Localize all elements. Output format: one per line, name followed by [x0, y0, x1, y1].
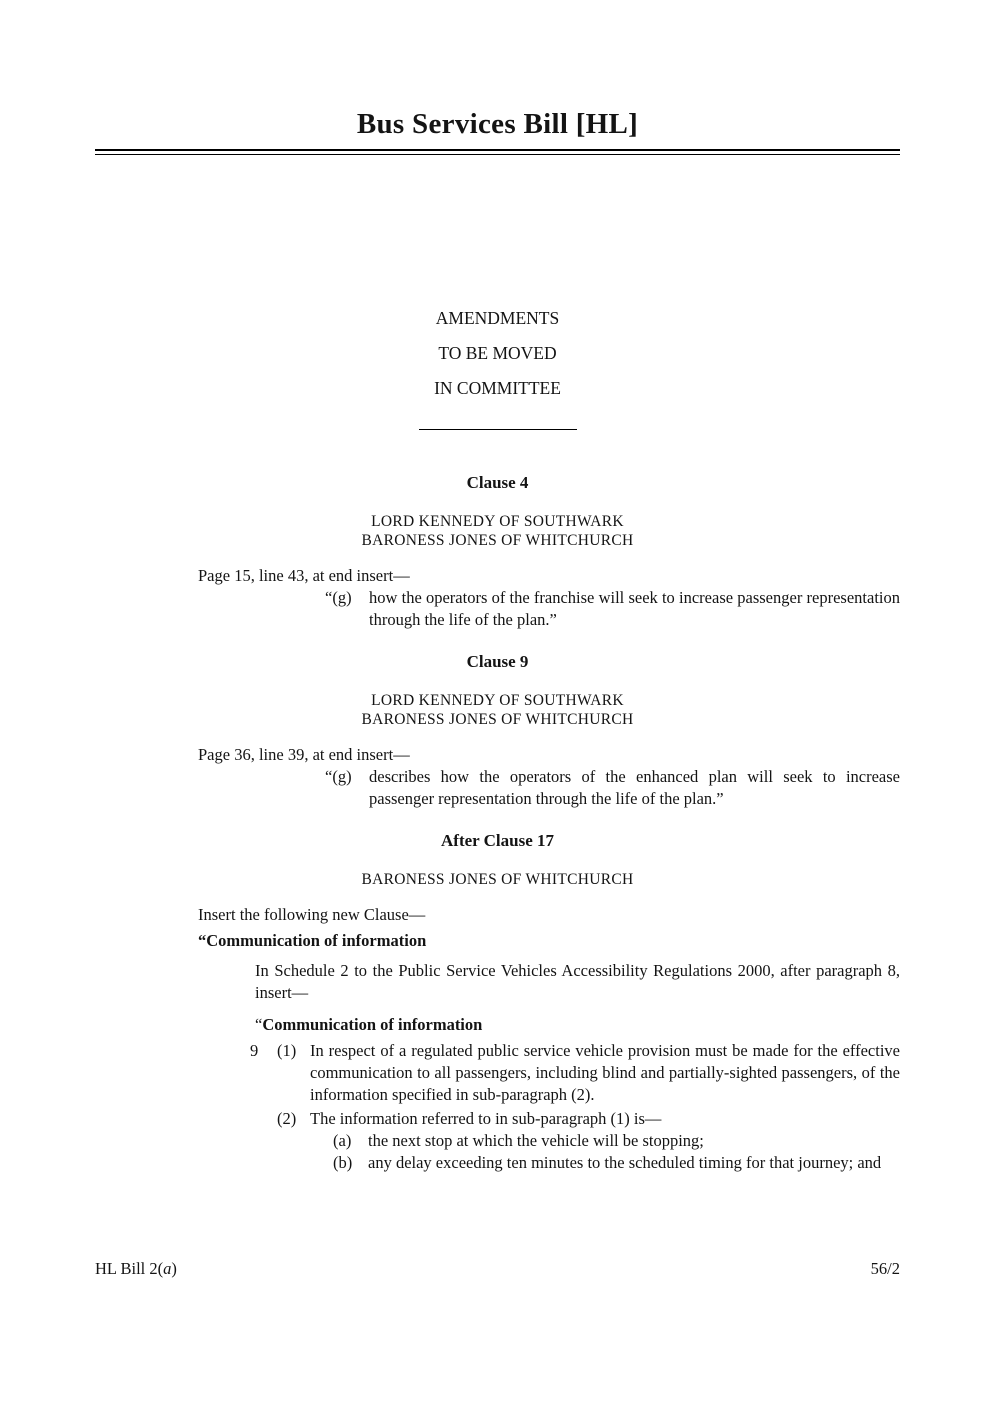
amendments-header-line-1: AMENDMENTS — [435, 308, 560, 328]
inner-clause-open-quote: “ — [255, 1015, 263, 1034]
clause-9-mover-2: BARONESS JONES OF WHITCHURCH — [361, 711, 634, 728]
clause-4-amendment — [325, 587, 900, 631]
after-clause-17-mover-1: BARONESS JONES OF WHITCHURCH — [361, 871, 634, 888]
clause-9-body — [198, 744, 900, 810]
sub-item-b-text: any delay exceeding ten minutes to the scheduled timing for that journey; and — [368, 1153, 882, 1172]
after-clause-17-movers — [95, 870, 900, 889]
document-title: Bus Services Bill [HL] — [356, 108, 639, 140]
page-footer — [95, 1258, 900, 1280]
clause-4-movers — [95, 512, 900, 550]
clause-9-movers — [95, 691, 900, 729]
clause-9-mover-1: LORD KENNEDY OF SOUTHWARK — [371, 692, 624, 709]
footer-page-number: 56/2 — [870, 1259, 900, 1278]
inner-clause-title-row — [255, 1014, 900, 1036]
amendments-header-line-3: IN COMMITTEE — [434, 378, 561, 398]
footer-bill-reference-italic: a — [163, 1259, 172, 1278]
clause-9-heading: Clause 9 — [466, 652, 529, 671]
paragraph-9-sub-1 — [250, 1040, 900, 1106]
title-rule — [95, 149, 900, 155]
after-clause-17-body — [198, 904, 900, 1174]
clause-9-amendment-text: describes how the operators of the enhanced plan will seek to increase passenger representation through the life of the plan.” — [369, 767, 900, 808]
after-clause-17-heading: After Clause 17 — [441, 831, 554, 850]
clause-9-amendment-label: “(g) — [325, 767, 352, 786]
amendments-header-line-2: TO BE MOVED — [438, 343, 557, 363]
footer-bill-reference-prefix: HL Bill 2( — [95, 1259, 164, 1278]
clause-4-mover-1: LORD KENNEDY OF SOUTHWARK — [371, 513, 624, 530]
schedule-paragraph: In Schedule 2 to the Public Service Vehicles Accessibility Regulations 2000, after paragraph 8, insert— — [255, 961, 900, 1002]
clause-4-body — [198, 565, 900, 631]
clause-9-instruction: Page 36, line 39, at end insert— — [198, 745, 410, 764]
sub-item-b-label: (b) — [333, 1153, 353, 1172]
sub-paragraph-2-text: The information referred to in sub-paragraph (1) is— — [310, 1109, 662, 1128]
inner-clause-title: Communication of information — [262, 1015, 483, 1034]
sub-paragraph-2-label: (2) — [277, 1109, 297, 1128]
separator-rule — [419, 429, 577, 430]
clause-4-mover-2: BARONESS JONES OF WHITCHURCH — [361, 532, 634, 549]
paragraph-9-sub-2 — [277, 1108, 900, 1130]
sub-item-b — [333, 1152, 900, 1174]
amendments-header — [95, 307, 900, 399]
clause-4-amendment-text: how the operators of the franchise will seek to increase passenger representation through the life of the plan.” — [369, 588, 900, 629]
clause-4-instruction: Page 15, line 43, at end insert— — [198, 566, 410, 585]
sub-item-a-text: the next stop at which the vehicle will be stopping; — [368, 1131, 704, 1150]
clause-9-amendment — [325, 766, 900, 810]
clause-4-amendment-label: “(g) — [325, 588, 352, 607]
paragraph-9-number: 9 — [250, 1041, 259, 1060]
sub-item-a — [333, 1130, 900, 1152]
sub-item-a-label: (a) — [333, 1131, 352, 1150]
sub-paragraph-1-text: In respect of a regulated public service vehicle provision must be made for the effective communication to all passengers, including blind and partially-sighted passengers, of the information specified in sub-paragraph (2). — [310, 1041, 900, 1104]
footer-bill-reference-suffix: ) — [171, 1259, 177, 1278]
new-clause-title: “Communication of information — [198, 931, 427, 950]
after-clause-17-instruction: Insert the following new Clause— — [198, 905, 426, 924]
footer-bill-reference — [95, 1258, 177, 1280]
clause-4-heading: Clause 4 — [466, 473, 529, 492]
sub-paragraph-1-label: (1) — [277, 1041, 297, 1060]
